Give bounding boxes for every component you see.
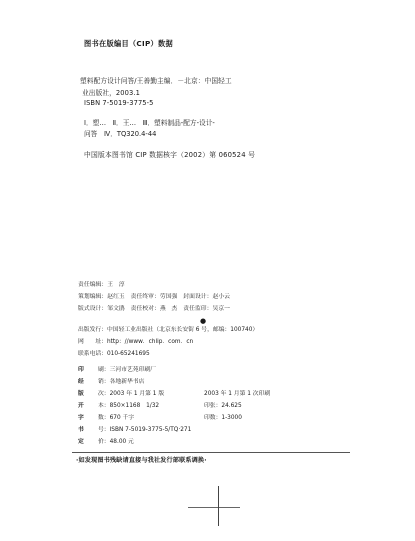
bottom-mark-line [188,507,240,508]
credit-layout: 版式设计：邹文鹃 责任校对：燕 杰 责任监印：吴京一 [78,306,231,312]
notice-top-rule [72,452,350,453]
spec-value: 价：48.00 元 [98,439,134,445]
spec-label: 经 [78,379,84,385]
credit-editor: 责任编辑：王 淳 [78,282,125,288]
spec-value-secondary: 印张：24.625 [204,403,242,409]
publisher-website: 网 址：http：//www．chlip．com．cn [78,339,194,345]
cip-description-line-2: 业出版社，2003.1 [82,89,140,97]
credit-planning: 策划编辑：赵红玉 责任终审：劳国强 封面设计：赵小云 [78,294,231,300]
cip-title: 图书在版编目（CIP）数据 [84,39,173,48]
spec-label: 书 [78,427,84,433]
spec-value: 刷：三河市艺苑印刷厂 [98,367,156,373]
cip-isbn: ISBN 7-5019-3775-5 [84,99,154,107]
spec-label: 字 [78,415,84,421]
spec-label: 版 [78,391,84,397]
spec-value: 号：ISBN 7-5019-3775-5/TQ·271 [98,427,192,433]
cip-subject-line-1: Ⅰ．塑… Ⅱ．王… Ⅲ．塑料制品-配方-设计- [84,119,215,127]
cip-data-number: 中国版本图书馆 CIP 数据核字（2002）第 060524 号 [84,151,256,159]
spec-value: 本：850×1168 1/32 [98,403,160,409]
spec-label: 定 [78,439,84,445]
spec-value-secondary: 2003 年 1 月第 1 次印刷 [204,391,271,397]
separator-dot: ● [200,317,207,325]
spec-value: 次：2003 年 1 月第 1 版 [98,391,165,397]
bottom-mark-vertical [218,486,219,526]
spec-label: 印 [78,367,84,373]
spec-value: 销：各地新华书店 [98,379,145,385]
publisher-issue: 出版发行：中国轻工业出版社（北京东长安街 6 号，邮编：100740） [78,327,259,333]
spec-label: 开 [78,403,84,409]
notice: ·如发现图书残缺请直接与我社发行部联系调换· [76,457,207,464]
cip-subject-line-2: 问答 Ⅳ．TQ320.4-44 [84,130,157,138]
cip-description-line-1: 塑料配方设计问答/王善勤主编．－北京：中国轻工 [80,77,232,85]
spec-value: 数：670 千字 [98,415,135,421]
spec-value-secondary: 印数：1-3000 [204,415,242,421]
publisher-phone: 联系电话：010-65241695 [78,351,150,357]
